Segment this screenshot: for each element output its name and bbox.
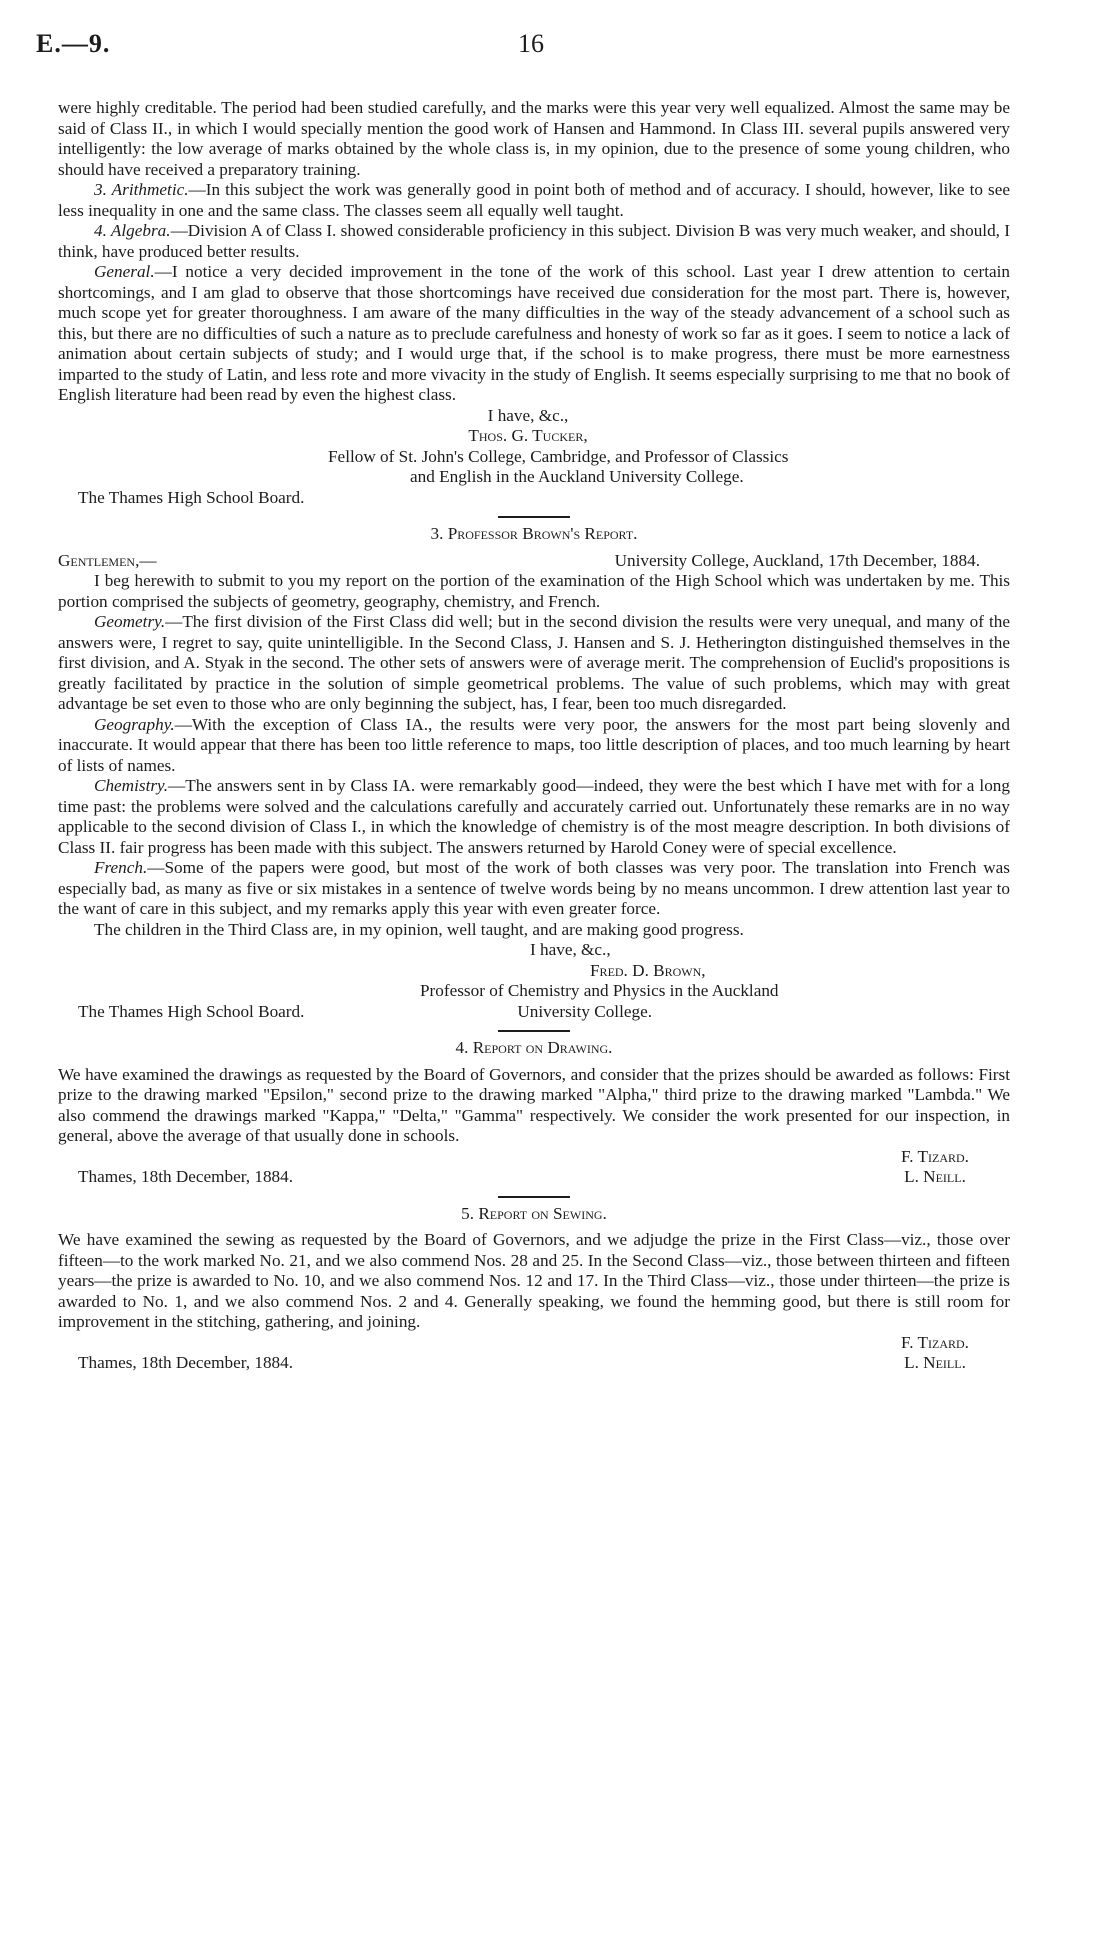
drawing-body bbox=[58, 1065, 1010, 1147]
brown-addressee: The Thames High School Board. bbox=[78, 1001, 305, 1021]
brown-report-title: 3. Professor Brown's Report. bbox=[430, 524, 638, 543]
french-text: —Some of the papers were good, but most of the work of both classes was very poor. The translation into French was especially bad, as many as five or six mistakes in a sentence of twelve words being by no means uncommon. I drew attention last year to the want of care in this subject, and my remarks apply this year with even greater force. bbox=[58, 858, 1010, 918]
geography-text: —With the exception of Class IA., the results were very poor, the answers for the most part being slovenly and inaccurate. It would appear that there has been too little reference to maps, too little description of places, and too much learning by heart of lists of names. bbox=[58, 714, 1010, 775]
chemistry-paragraph bbox=[58, 776, 1010, 858]
drawing-text: We have examined the drawings as requested by the Board of Governors, and consider that the prizes should be awarded as follows: First prize to the drawing marked "Epsilon," second prize to the drawing marked "Alpha," third prize to the drawing marked "Lambda." We also commend the drawings marked "Kappa," "Delta," "Gamma" respectively. We consider the work presented for our inspection, in general, above the average of that usually done in schools. bbox=[58, 1064, 1010, 1145]
section-divider bbox=[498, 516, 570, 518]
brown-salutation-row bbox=[58, 551, 1010, 572]
chemistry-heading: Chemistry. bbox=[94, 776, 169, 795]
french-paragraph bbox=[58, 858, 1010, 920]
algebra-heading: 4. Algebra. bbox=[94, 221, 171, 240]
drawing-report bbox=[58, 1038, 1010, 1188]
sewing-date: Thames, 18th December, 1884. bbox=[78, 1353, 294, 1372]
tucker-closing: I have, &c., bbox=[487, 405, 569, 425]
tucker-title-line-1: Fellow of St. John's College, Cambridge, and Professor of Classics bbox=[328, 446, 789, 466]
drawing-date: Thames, 18th December, 1884. bbox=[78, 1167, 294, 1186]
document-body bbox=[58, 98, 1010, 1374]
brown-signature: Fred. D. Brown, bbox=[590, 960, 706, 980]
document-reference: E.—9. bbox=[36, 29, 111, 58]
geometry-text: —The first division of the First Class did well; but in the second division the results were very unequal, and many of the answers were, I regret to say, quite unintelligible. In the Second Class, J. Hansen and S. J. Hetherington distinguished themselves in the first division, and A. Styak in the second. The other sets of answers were of average merit. The comprehension of Euclid's propositions is greatly facilitated by practice in the solution of simple geometrical problems. The value of such problems, which may with great advantage be set even to those who are only beginning the subject, has, I fear, been too much disregarded. bbox=[58, 612, 1010, 713]
geometry-paragraph bbox=[58, 612, 1010, 715]
algebra-paragraph bbox=[58, 221, 1010, 262]
sewing-report bbox=[58, 1204, 1010, 1374]
general-heading: General. bbox=[94, 262, 155, 281]
brown-dateline: University College, Auckland, 17th December, 1884. bbox=[614, 550, 980, 570]
page-number: 16 bbox=[518, 29, 544, 58]
brown-closing: I have, &c., bbox=[530, 940, 611, 959]
chemistry-text: —The answers sent in by Class IA. were remarkably good—indeed, they were the best which I have met with for a long time past: the problems were solved and the calculations carefully and accurately carried out. Unfortunately these remarks are in no way applicable to the second division of Class I., in which the knowledge of chemistry is of the most meagre description. In both divisions of Class II. fair progress has been made with this subject. The answers returned by Harold Coney were of special excellence. bbox=[58, 776, 1010, 857]
tucker-addressee: The Thames High School Board. bbox=[78, 487, 305, 507]
algebra-text: —Division A of Class I. showed considerable proficiency in this subject. Division B was very much weaker, and should, I think, have produced better results. bbox=[58, 221, 1011, 261]
arithmetic-heading: 3. Arithmetic. bbox=[94, 180, 189, 199]
tucker-report bbox=[58, 98, 1010, 508]
brown-intro-paragraph: I beg herewith to submit to you my report on the portion of the examination of the High School which was undertaken by me. This portion comprised the subjects of geometry, geography, chemistry, and French. bbox=[58, 571, 1010, 611]
drawing-signer-1: F. Tizard. bbox=[901, 1146, 969, 1166]
geography-heading: Geography. bbox=[94, 714, 175, 734]
sewing-text: We have examined the sewing as requested by the Board of Governors, and we adjudge the prize in the First Class—viz., those over fifteen—to the work marked No. 21, and we also commend Nos. 28 and 25. In the Second Class—viz., those between thirteen and fifteen years—the prize is awarded to No. 10, and we also commend Nos. 12 and 17. In the Third Class—viz., those under thirteen—the prize is awarded to No. 1, and we also commend Nos. 2 and 4. Generally speaking, we found the hemming good, but there is still room for improvement in the stitching, gathering, and joining. bbox=[58, 1230, 1010, 1331]
drawing-date-row bbox=[58, 1167, 1010, 1188]
general-text: —I notice a very decided improvement in the tone of the work of this school. Last year I drew attention to certain shortcomings, and I am glad to observe that those shortcomings have received due consideration for the most part. There is, however, much scope yet for greater thoroughness. I am aware of the many difficulties in the way of the steady advancement of a school such as this, but there are no difficulties of such a nature as to preclude carefulness and honesty of work so far as it goes. I seem to notice a lack of animation about certain subjects of study; and I would urge that, if the school is to make progress, there must be more earnestness imparted to the study of Latin, and less rote and more vivacity in the study of English. It seems especially surprising to me that no book of English literature had been read by even the highest class. bbox=[58, 262, 1010, 404]
tucker-continuation-paragraph: were highly creditable. The period had been studied carefully, and the marks were this year very well equalized. Almost the same may be said of Class II., in which I would specially mention the good work of Hansen and Hammond. In Class III. several pupils answered very intelligently: the low average of marks obtained by the whole class is, in my opinion, due to the presence of some young children, who should have received a preparatory training. bbox=[58, 98, 1010, 179]
geometry-heading: Geometry. bbox=[94, 612, 166, 631]
drawing-report-title: 4. Report on Drawing. bbox=[455, 1038, 613, 1057]
tucker-signature: Thos. G. Tucker, bbox=[468, 426, 588, 445]
general-paragraph bbox=[58, 262, 1010, 406]
section-divider bbox=[498, 1030, 570, 1032]
arithmetic-paragraph bbox=[58, 180, 1010, 221]
tucker-title-line-2: and English in the Auckland University College. bbox=[410, 467, 744, 486]
drawing-signer-row-1 bbox=[58, 1147, 1010, 1168]
sewing-signer-row-1 bbox=[58, 1333, 1010, 1354]
section-divider bbox=[498, 1196, 570, 1198]
brown-salutation: Gentlemen,— bbox=[58, 550, 157, 570]
page-header bbox=[36, 29, 1076, 64]
sewing-report-title: 5. Report on Sewing. bbox=[461, 1203, 607, 1223]
french-heading: French. bbox=[94, 858, 148, 877]
arithmetic-text: —In this subject the work was generally good in point both of method and of accuracy. I should, however, like to see less inequality in one and the same class. The classes seem all equally well taught. bbox=[58, 180, 1010, 220]
drawing-signer-2: L. Neill. bbox=[904, 1167, 966, 1186]
third-class-paragraph: The children in the Third Class are, in my opinion, well taught, and are making good progress. bbox=[94, 919, 744, 939]
brown-report bbox=[58, 524, 1010, 1022]
sewing-date-row bbox=[58, 1353, 1010, 1374]
brown-addressee-row bbox=[58, 1002, 1010, 1023]
sewing-signer-1: F. Tizard. bbox=[901, 1332, 969, 1352]
brown-title-line-1: Professor of Chemistry and Physics in the Auckland bbox=[420, 981, 779, 1000]
brown-title-line-2: University College. bbox=[517, 1001, 652, 1021]
geography-paragraph bbox=[58, 715, 1010, 777]
sewing-signer-2: L. Neill. bbox=[904, 1353, 966, 1372]
